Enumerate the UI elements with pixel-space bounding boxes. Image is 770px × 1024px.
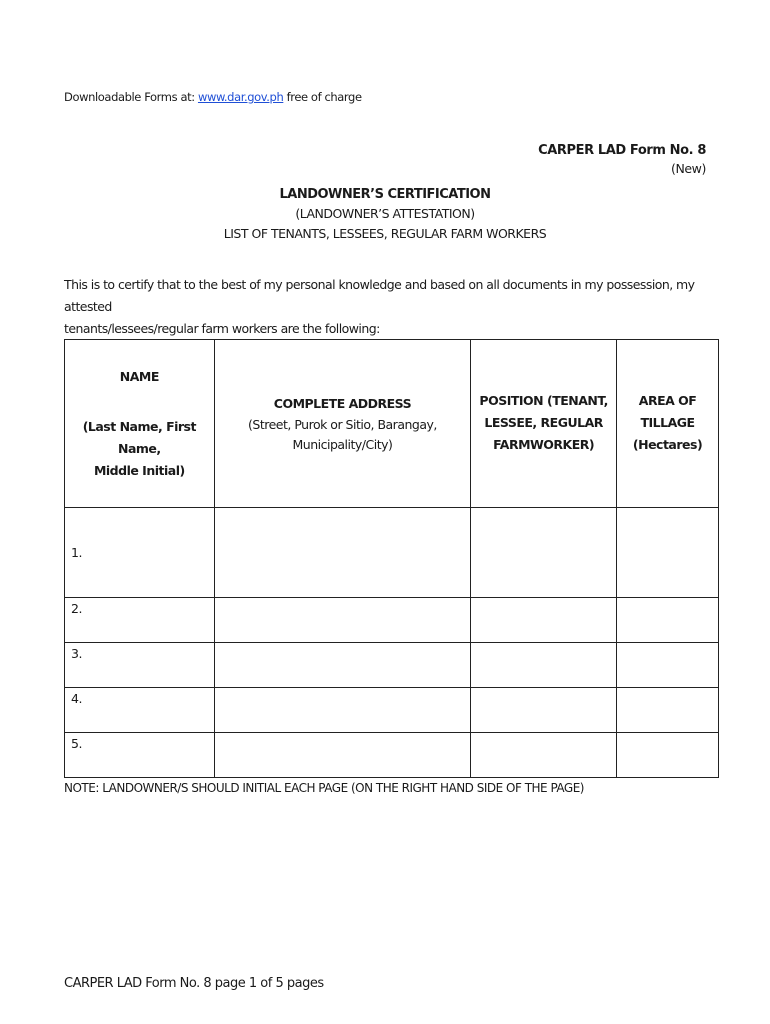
header-position-line-2: LESSEE, REGULAR [484,415,603,430]
header-position [471,340,617,508]
certification-statement [64,274,704,340]
header-position-line-1: POSITION (TENANT, [479,393,608,408]
position-cell[interactable] [471,598,617,643]
form-number-block [538,143,706,176]
header-name-label: NAME [119,368,159,384]
form-number: CARPER LAD Form No. 8 [538,143,706,158]
row-number: 4. [65,688,215,733]
page-footer: CARPER LAD Form No. 8 page 1 of 5 pages [64,976,324,991]
document-titles [0,187,770,241]
address-cell[interactable] [214,643,471,688]
table-row [65,508,719,598]
area-cell[interactable] [617,733,719,778]
position-cell[interactable] [471,733,617,778]
table-row [65,598,719,643]
header-position-line-3: FARMWORKER) [493,437,595,452]
position-cell[interactable] [471,643,617,688]
document-title: LANDOWNER’S CERTIFICATION [279,187,491,202]
table-row [65,643,719,688]
header-area-line-2: TILLAGE [640,415,695,430]
header-name-sub-1: (Last Name, First Name, [82,418,196,456]
header-name [65,340,215,508]
position-cell[interactable] [471,688,617,733]
header-name-sub-2: Middle Initial) [93,462,185,478]
document-subtitle: (LANDOWNER’S ATTESTATION) [295,206,475,221]
certification-line-2: tenants/lessees/regular farm workers are the following: [64,321,380,336]
position-cell[interactable] [471,508,617,598]
table-header-row [65,340,719,508]
address-cell[interactable] [214,688,471,733]
header-area [617,340,719,508]
address-cell[interactable] [214,508,471,598]
initial-note: NOTE: LANDOWNER/S SHOULD INITIAL EACH PAGE (ON THE RIGHT HAND SIDE OF THE PAGE) [64,781,584,795]
row-number: 1. [65,508,215,598]
tenants-table [64,339,719,778]
downloadable-forms-line [64,90,362,104]
row-number: 5. [65,733,215,778]
downloadable-prefix: Downloadable Forms at: [64,90,198,104]
table-row [65,733,719,778]
header-address-sub: (Street, Purok or Sitio, Barangay, Municipality/City) [248,416,437,452]
document-list-title: LIST OF TENANTS, LESSEES, REGULAR FARM WORKERS [223,226,547,241]
form-status: (New) [670,161,706,176]
address-cell[interactable] [214,733,471,778]
area-cell[interactable] [617,598,719,643]
header-address-label: COMPLETE ADDRESS [273,395,412,411]
certification-line-1: This is to certify that to the best of my personal knowledge and based on all documents in my possession, my attested [64,277,695,314]
area-cell[interactable] [617,688,719,733]
row-number: 2. [65,598,215,643]
dar-website-link[interactable]: www.dar.gov.ph [197,90,284,104]
downloadable-suffix: free of charge [283,90,362,104]
area-cell[interactable] [617,643,719,688]
row-number: 3. [65,643,215,688]
header-area-line-1: AREA OF [638,393,697,408]
area-cell[interactable] [617,508,719,598]
header-area-line-3: (Hectares) [632,437,703,452]
address-cell[interactable] [214,598,471,643]
header-address [214,340,471,508]
table-row [65,688,719,733]
